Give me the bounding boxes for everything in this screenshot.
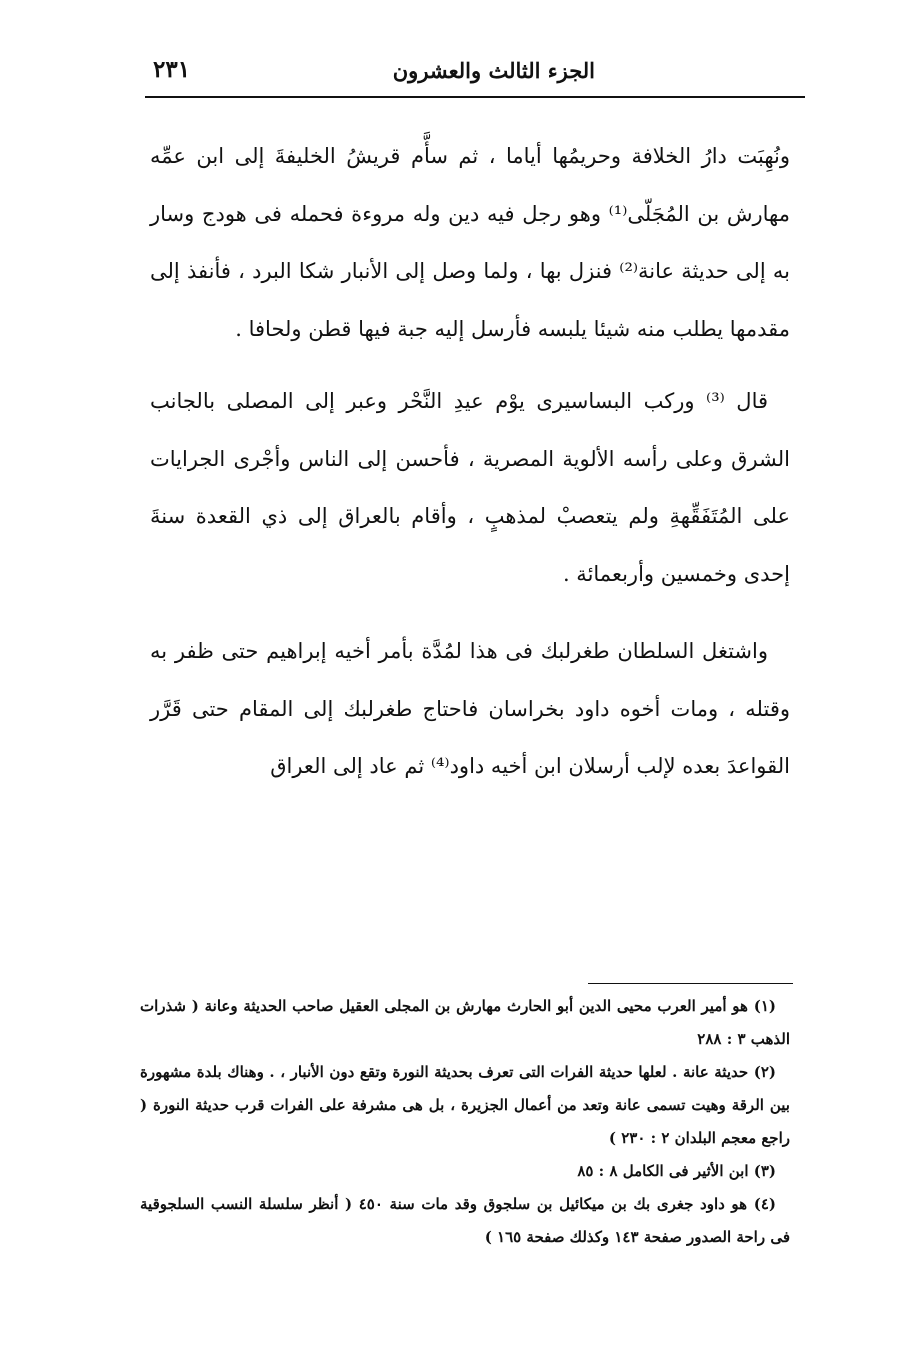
- page-header: [145, 52, 805, 92]
- header-rule: [145, 96, 805, 98]
- paragraph-2: قال ⁽³⁾ وركب البساسيرى يوْم عيدِ النَّحْر وعبر إلى المصلى بالجانب الشرق وعلى رأسه الألوية المصرية ، فأحسن إلى الناس وأجْرى الجرايات على المُتَفَقِّهةِ ولم يتعصبْ لمذهبٍ ، وأقام بالعراق إلى ذي القعدة سنةَ إحدى وخمسين وأربعمائة .: [150, 389, 790, 586]
- footnote-2: (٢) حديثة عانة . لعلها حديثة الفرات التى تعرف بحديثة النورة وتقع دون الأنبار ، . وهناك بلدة مشهورة بين الرقة وهيت تسمى عانة وتعد من أعمال الجزيرة ، بل هى مشرفة على الفرات قرب حديثة النورة ( راجع معجم البلدان ٢ : ٢٣٠ ): [140, 1063, 790, 1147]
- page-number: ٢٣١: [153, 56, 191, 83]
- footnote-3: (٣) ابن الأثير فى الكامل ٨ : ٨٥: [577, 1162, 776, 1180]
- footnotes: [140, 990, 790, 1254]
- footnote-separator: [588, 983, 793, 984]
- running-title: الجزء الثالث والعشرون: [392, 58, 595, 83]
- paragraph-1: ونُهِبَت دارُ الخلافة وحريمُها أياما ، ثم سأَّم قريشُ الخليفةَ إلى ابن عمِّه مهارش بن المُجَلّى⁽¹⁾ وهو رجل فيه دين وله مروءة فحمله فى هودج وسار به إلى حديثة عانة⁽²⁾ فنزل بها ، ولما وصل إلى الأنبار شكا البرد ، فأنفذ إلى مقدمها يطلب منه شيئا يلبسه فأرسل إليه جبة فيها قطن ولحافا .: [150, 144, 790, 341]
- main-text: [150, 128, 790, 796]
- paragraph-3: واشتغل السلطان طغرلبك فى هذا لمُدَّة بأمر أخيه إبراهيم حتى ظفر به وقتله ، ومات أخوه داود بخراسان فاحتاج طغرلبك إلى المقام حتى قَرَّر القواعدَ بعده لإلب أرسلان ابن أخيه داود⁽⁴⁾ ثم عاد إلى العراق: [150, 639, 790, 778]
- footnote-4: (٤) هو داود جغرى بك بن ميكائيل بن سلجوق وقد مات سنة ٤٥٠ ( أنظر سلسلة النسب السلجوقية فى راحة الصدور صفحة ١٤٣ وكذلك صفحة ١٦٥ ): [140, 1195, 790, 1246]
- footnote-1: (١) هو أمير العرب محيى الدين أبو الحارث مهارش بن المجلى العقيل صاحب الحديثة وعانة ( شذرات الذهب ٣ : ٢٨٨: [140, 997, 790, 1048]
